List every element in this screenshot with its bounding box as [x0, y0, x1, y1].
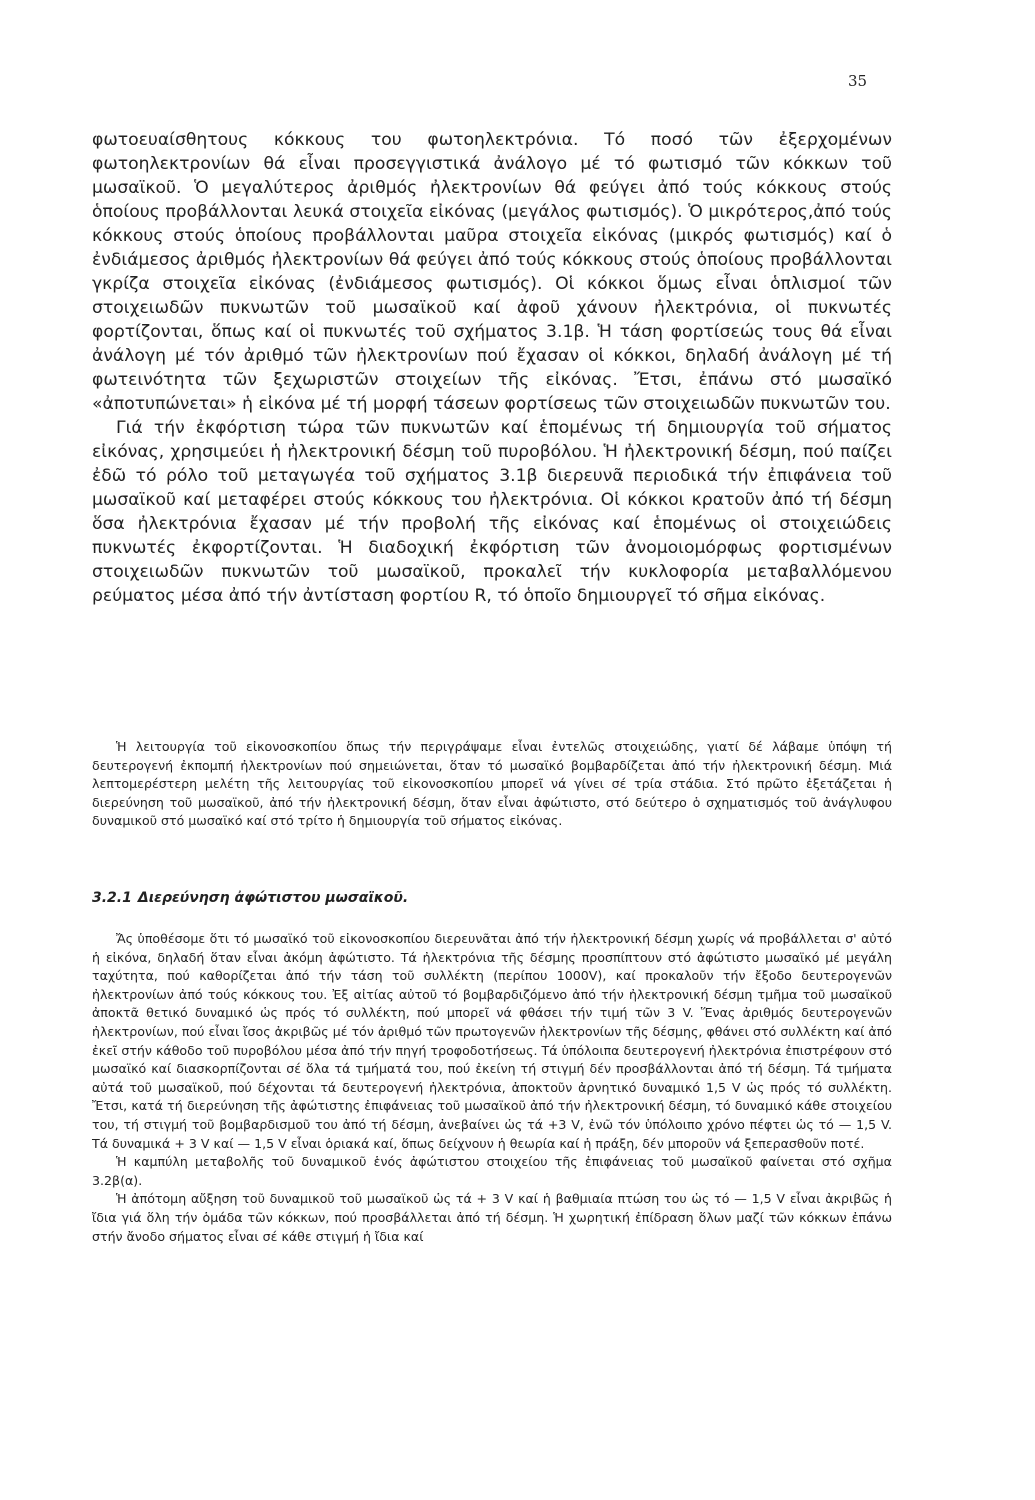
- section-paragraph-2: Ἡ καμπύλη μεταβολῆς τοῦ δυναμικοῦ ἑνός ἀφώτιστου στοιχείου τῆς ἐπιφάνειας τοῦ μωσαϊκοῦ φαίνεται στό σχῆμα 3.2β(α).: [92, 1154, 892, 1188]
- note-paragraph: Ἡ λειτουργία τοῦ εἰκονοσκοπίου ὅπως τήν περιγράψαμε εἶναι ἐντελῶς στοιχειώδης, γιατί δέ λάβαμε ὑπόψη τή δευτερογενή ἐκπομπή ἠλεκτρονίων πού σημειώνεται, ὅταν τό μωσαϊκό βομβαρδίζεται ἀπό τήν ἠλεκτρονική δέσμη. Μιά λεπτομερέστερη μελέτη τῆς λειτουργίας τοῦ εἰκονοσκοπίου μπορεῖ νά γίνει σέ τρία στάδια. Στό πρῶτο ἐξετάζεται ἡ διερεύνηση τοῦ μωσαϊκοῦ, ἀπό τήν ἠλεκτρονική δέσμη, ὅταν εἶναι ἀφώτιστο, στό δεύτερο ὁ σχηματισμός τοῦ ἀνάγλυφου δυναμικοῦ στό μωσαϊκό καί στό τρίτο ἡ δημιουργία τοῦ σήματος εἰκόνας.: [92, 739, 892, 829]
- section-title: Διερεύνηση ἀφώτιστου μωσαϊκοῦ.: [137, 890, 409, 906]
- page-number: 35: [848, 72, 868, 90]
- section-paragraph-1: Ἄς ὑποθέσομε ὅτι τό μωσαϊκό τοῦ εἰκονοσκοπίου διερευνᾶται ἀπό τήν ἠλεκτρονική δέσμη χωρίς νά προβάλλεται σ' αὐτό ἡ εἰκόνα, δηλαδή ὅταν εἶναι ἀκόμη ἀφώτιστο. Τά ἠλεκτρόνια τῆς δέσμης προσπίπτουν στό ἀφώτιστο μωσαϊκό μέ μεγάλη ταχύτητα, πού καθορίζεται ἀπό τήν τάση τοῦ συλλέκτη (περίπου 1000V), καί προκαλοῦν τήν ἔξοδο δευτερογενῶν ἠλεκτρονίων ἀπό τούς κόκκους του. Ἐξ αἰτίας αὐτοῦ τό βομβαρδιζόμενο ἀπό τήν ἠλεκτρονική δέσμη τμῆμα τοῦ μωσαϊκοῦ ἀποκτᾶ θετικό δυναμικό ὡς πρός τό συλλέκτη, πού μπορεῖ νά φθάσει τήν τιμή τῶν 3 V. Ἕνας ἀριθμός δευτερογενῶν ἠλεκτρονίων, πού εἶναι ἴσος ἀκριβῶς μέ τόν ἀριθμό τῶν πρωτογενῶν ἠλεκτρονίων τῆς δέσμης, φθάνει στό συλλέκτη καί ἀπό ἐκεῖ στήν κάθοδο τοῦ πυροβόλου μέσα ἀπό τήν πηγή τροφοδοτήσεως. Τά ὑπόλοιπα δευτερογενή ἠλεκτρόνια ἐπιστρέφουν στό μωσαϊκό καί διασκορπίζονται σέ ὅλα τά τμήματά του, πού ἐκείνη τή στιγμή δέν προσβάλλονται ἀπό τή δέσμη. Τά τμήματα αὐτά τοῦ μωσαϊκοῦ, πού δέχονται τά δευτερογενή ἠλεκτρόνια, ἀποκτοῦν ἀρνητικό δυναμικό 1,5 V ὡς πρός τό συλλέκτη. Ἔτσι, κατά τή διερεύνηση τῆς ἀφώτιστης ἐπιφάνειας τοῦ μωσαϊκοῦ ἀπό τήν ἠλεκτρονική δέσμη, τό δυναμικό κάθε στοιχείου του, τή στιγμή τοῦ βομβαρδισμοῦ του ἀπό τή δέσμη, ἀνεβαίνει ὡς τά +3 V, ἐνῶ τόν ὑπόλοιπο χρόνο πέφτει ὡς τό — 1,5 V. Τά δυναμικά + 3 V καί — 1,5 V εἶναι ὁριακά καί, ὅπως δείχνουν ἡ θεωρία καί ἡ πράξη, δέν μποροῦν νά ξεπερασθοῦν ποτέ.: [92, 931, 892, 1151]
- note-text-block: [92, 738, 892, 831]
- section-text-block: [92, 930, 892, 1246]
- body-paragraph-1: φωτοευαίσθητους κόκκους του φωτοηλεκτρόνια. Τό ποσό τῶν ἐξερχομένων φωτοηλεκτρονίων θά εἶναι προσεγγιστικά ἀνάλογο μέ τό φωτισμό τῶν κόκκων τοῦ μωσαϊκοῦ. Ὁ μεγαλύτερος ἀριθμός ἠλεκτρονίων θά φεύγει ἀπό τούς κόκκους στούς ὁποίους προβάλλονται λευκά στοιχεῖα εἰκόνας (μεγάλος φωτισμός). Ὁ μικρότερος,ἀπό τούς κόκκους στούς ὁποίους προβάλλονται μαῦρα στοιχεῖα εἰκόνας (μικρός φωτισμός) καί ὁ ἐνδιάμεσος ἀριθμός ἠλεκτρονίων θά φεύγει ἀπό τούς κόκκους στούς ὁποίους προβάλλονται γκρίζα στοιχεῖα εἰκόνας (ἐνδιάμεσος φωτισμός). Οἱ κόκκοι ὅμως εἶναι ὁπλισμοί τῶν στοιχειωδῶν πυκνωτῶν τοῦ μωσαϊκοῦ καί ἀφοῦ χάνουν ἠλεκτρόνια, οἱ πυκνωτές φορτίζονται, ὅπως καί οἱ πυκνωτές τοῦ σχήματος 3.1β. Ἡ τάση φορτίσεώς τους θά εἶναι ἀνάλογη μέ τόν ἀριθμό τῶν ἠλεκτρονίων πού ἔχασαν οἱ κόκκοι, δηλαδή ἀνάλογη μέ τή φωτεινότητα τῶν ξεχωριστῶν στοιχείων τῆς εἰκόνας. Ἔτσι, ἐπάνω στό μωσαϊκό «ἀποτυπώνεται» ἡ εἰκόνα μέ τή μορφή τάσεων φορτίσεως τῶν στοιχειωδῶν πυκνωτῶν του.: [92, 130, 892, 414]
- section-number: 3.2.1: [92, 890, 132, 906]
- section-paragraph-3: Ἡ ἀπότομη αὔξηση τοῦ δυναμικοῦ τοῦ μωσαϊκοῦ ὡς τά + 3 V καί ἡ βαθμιαία πτώση του ὡς τό — 1,5 V εἶναι ἀκριβῶς ἡ ἴδια γιά ὅλη τήν ὁμάδα τῶν κόκκων, πού προσβάλλεται ἀπό τή δέσμη. Ἡ χωρητική ἐπίδραση ὅλων μαζί τῶν κόκκων ἐπάνω στήν ἄνοδο σήματος εἶναι σέ κάθε στιγμή ἡ ἴδια καί: [92, 1191, 892, 1244]
- section-heading: [92, 890, 414, 906]
- main-text-block: [92, 128, 892, 608]
- body-paragraph-2: Γιά τήν ἐκφόρτιση τώρα τῶν πυκνωτῶν καί ἑπομένως τή δημιουργία τοῦ σήματος εἰκόνας, χρησιμεύει ἡ ἠλεκτρονική δέσμη τοῦ πυροβόλου. Ἡ ἠλεκτρονική δέσμη, πού παίζει ἐδῶ τό ρόλο τοῦ μεταγωγέα τοῦ σχήματος 3.1β διερευνᾶ περιοδικά τήν ἐπιφάνεια τοῦ μωσαϊκοῦ καί μεταφέρει στούς κόκκους του ἠλεκτρόνια. Οἱ κόκκοι κρατοῦν ἀπό τή δέσμη ὅσα ἠλεκτρόνια ἔχασαν μέ τήν προβολή τῆς εἰκόνας καί ἑπομένως οἱ στοιχειώδεις πυκνωτές ἐκφορτίζονται. Ἡ διαδοχική ἐκφόρτιση τῶν ἀνομοιομόρφως φορτισμένων στοιχειωδῶν πυκνωτῶν τοῦ μωσαϊκοῦ, προκαλεῖ τήν κυκλοφορία μεταβαλλόμενου ρεύματος μέσα ἀπό τήν ἀντίσταση φορτίου R, τό ὁποῖο δημιουργεῖ τό σῆμα εἰκόνας.: [92, 418, 892, 606]
